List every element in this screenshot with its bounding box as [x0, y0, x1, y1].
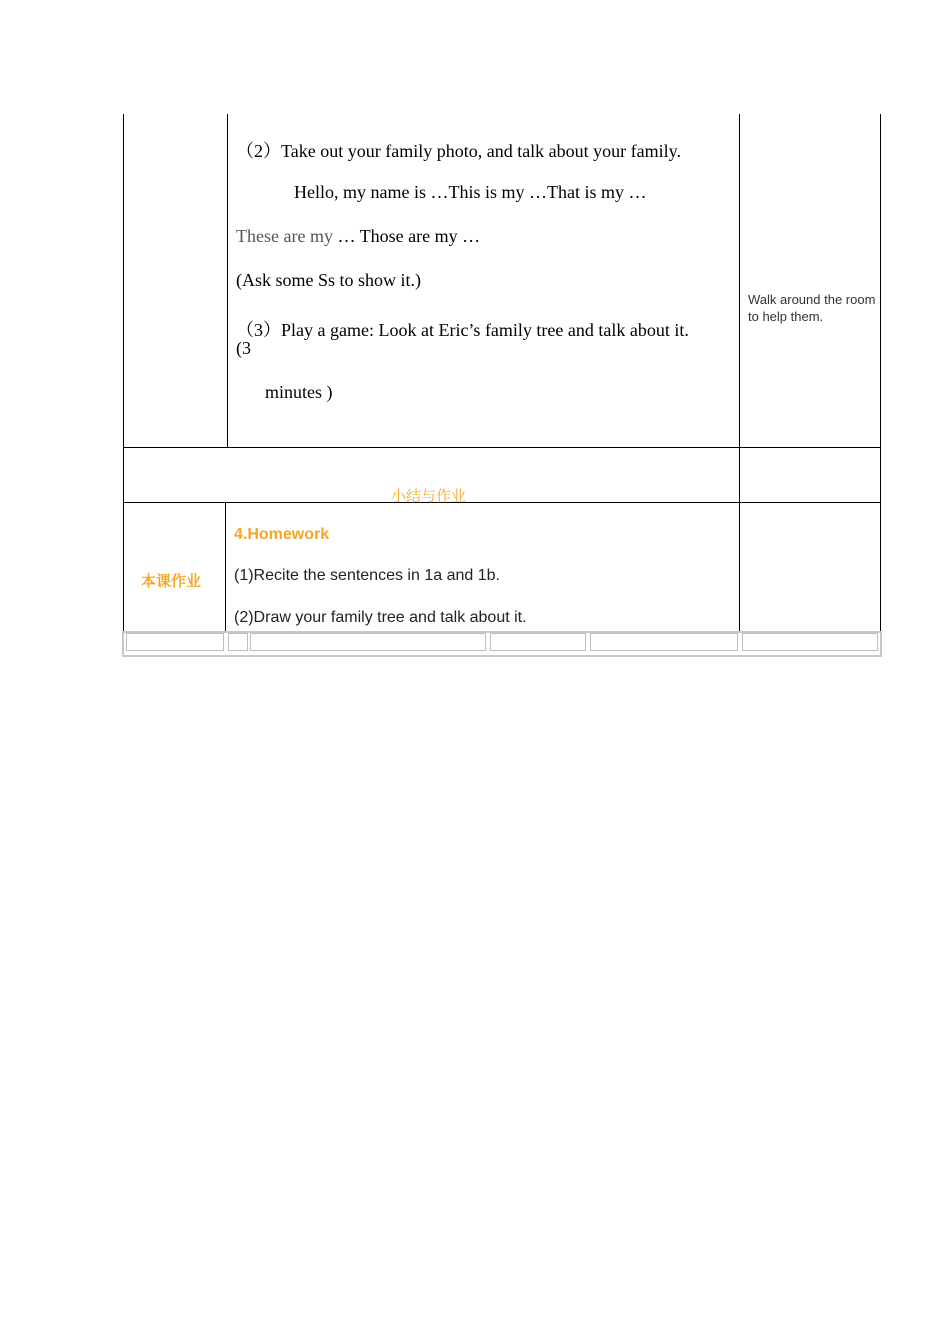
step3-title: （3）Play a game: Look at Eric’s family tree and talk about it.: [236, 320, 689, 340]
empty-grid-cell: [590, 633, 738, 651]
empty-grid-cell: [126, 633, 224, 651]
homework-row-label: 本课作业: [141, 572, 202, 590]
step3-time-close: minutes ): [265, 382, 333, 402]
table-col-divider-1: [227, 114, 228, 448]
step2-example-line2: [236, 226, 480, 247]
homework-item-1: (1)Recite the sentences in 1a and 1b.: [234, 567, 500, 584]
table-col-divider-2: [739, 114, 740, 631]
table-row-divider-1: [123, 447, 881, 448]
summary-heading: 小结与作业: [391, 487, 467, 505]
table-left-border: [123, 114, 124, 631]
empty-grid-cell: [228, 633, 248, 651]
empty-grid-cell: [742, 633, 878, 651]
table-right-border: [880, 114, 881, 631]
teacher-activity-note: Walk around the room to help them.: [748, 292, 876, 324]
step3-time-open: (3: [236, 338, 251, 358]
table-row-divider-2: [123, 502, 881, 503]
homework-item-2: (2)Draw your family tree and talk about it.: [234, 609, 527, 626]
step2-example-line2-gray: These are my: [236, 226, 333, 246]
homework-title: 4.Homework: [234, 526, 330, 543]
empty-grid-row: [122, 631, 882, 657]
empty-grid-cell: [250, 633, 486, 651]
step2-note: (Ask some Ss to show it.): [236, 270, 422, 290]
empty-grid-cell: [490, 633, 586, 651]
table-col-divider-1b: [225, 503, 226, 631]
step2-example-line2-rest: … Those are my …: [332, 226, 481, 246]
step2-example-line1: Hello, my name is …This is my …That is my …: [294, 182, 647, 202]
step2-title: （2）Take out your family photo, and talk about your family.: [236, 141, 681, 161]
